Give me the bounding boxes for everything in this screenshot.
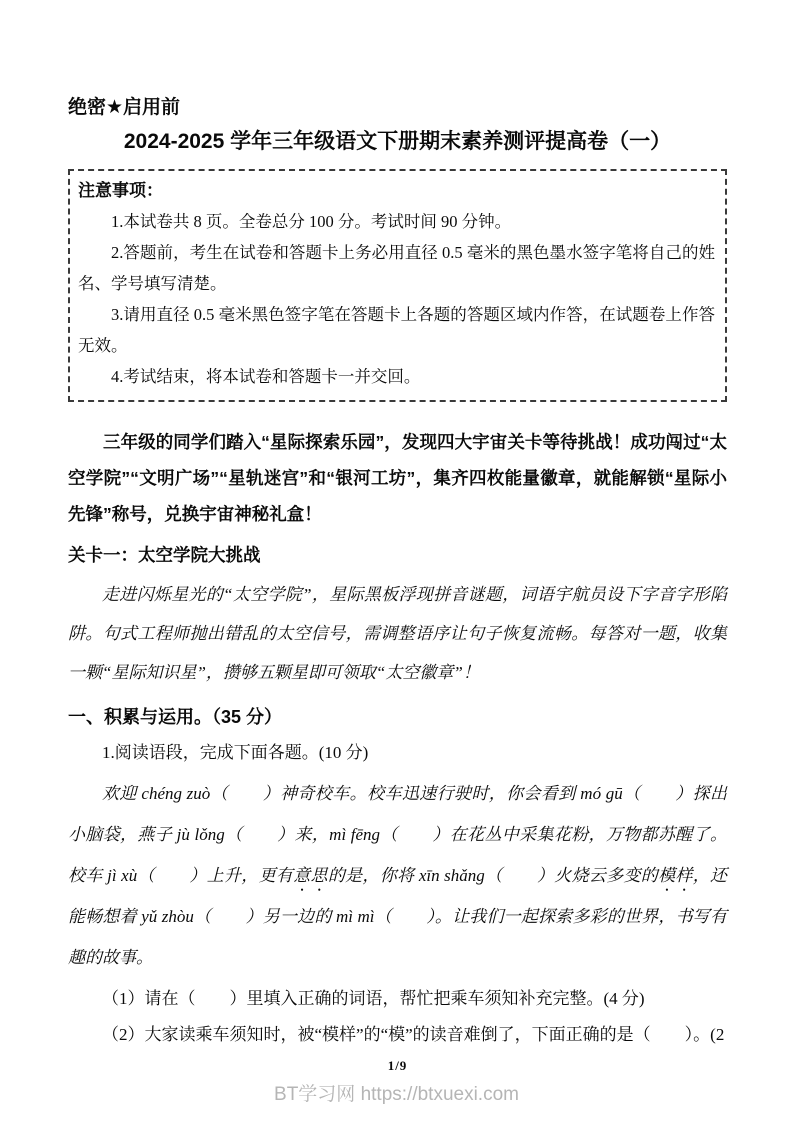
notice-item-4: 4.考试结束，将本试卷和答题卡一并交回。 xyxy=(111,367,421,386)
page-number: 1/9 xyxy=(387,1058,408,1073)
notice-item-1: 1.本试卷共 8 页。全卷总分 100 分。考试时间 90 分钟。 xyxy=(111,212,512,231)
passage-segment-emphasized: 意思 xyxy=(293,866,328,885)
question1-sub1: （1）请在（ ）里填入正确的词语，帮忙把乘车须知补充完整。(4 分) xyxy=(102,989,645,1008)
watermark-footer: BT学习网 https://btxuexi.com xyxy=(274,1084,519,1105)
question1-pinyin-passage xyxy=(68,773,727,978)
question1-stem: 1.阅读语段，完成下面各题。(10 分) xyxy=(102,743,369,762)
notice-item-2: 2.答题前，考生在试卷和答题卡上务必用直径 0.5 毫米的黑色墨水签字笔将自己的姓名、学号填写清楚。 xyxy=(78,243,715,293)
notice-item-3: 3.请用直径 0.5 毫米黑色签字笔在答题卡上各题的答题区域内作答，在试题卷上作答无效。 xyxy=(78,305,715,355)
passage-segment-emphasized: 模样 xyxy=(658,866,693,885)
passage-segment: 欢迎 chéng zuò（ ）神奇校车。校车迅速行驶时，你会看到 mó gū（ ）探出小脑袋，燕子 jù lǒng（ ）来，mì fēng（ ）在花丛中采集花粉，万物都苏醒了。校车 jì xù（ ）上升，更有 xyxy=(68,784,727,885)
section1-heading: 一、积累与运用。（35 分） xyxy=(68,707,283,727)
question1-sub2: （2）大家读乘车须知时，被“模样”的“模”的读音难倒了，下面正确的是（ ）。(2 xyxy=(102,1025,725,1044)
passage-segment: 的是，你将 xīn shǎng（ ）火烧云多变的 xyxy=(327,866,659,885)
page-title: 2024-2025 学年三年级语文下册期末素养测评提高卷（一） xyxy=(123,130,672,153)
secrecy-label: 绝密★启用前 xyxy=(68,97,181,118)
notice-box xyxy=(68,169,727,402)
passage-segment: ，还能畅想着 yǔ zhòu（ ）另一边的 mì mì（ ）。让我们一起探索多彩的世界，书写有趣的故事。 xyxy=(68,866,728,967)
notice-heading: 注意事项： xyxy=(78,181,163,200)
exam-intro-paragraph: 三年级的同学们踏入“星际探索乐园”，发现四大宇宙关卡等待挑战！成功闯过“太空学院”“文明广场”“星轨迷宫”和“银河工坊”，集齐四枚能量徽章，就能解锁“星际小先锋”称号，兑换宇宙神秘礼盒！ xyxy=(68,432,727,524)
level1-heading: 关卡一：太空学院大挑战 xyxy=(68,545,261,565)
level1-description: 走进闪烁星光的“太空学院”，星际黑板浮现拼音谜题，词语宇航员设下字音字形陷阱。句式工程师抛出错乱的太空信号，需调整语序让句子恢复流畅。每答对一题，收集一颗“星际知识星”，攒够五颗星即可领取“太空徽章”！ xyxy=(68,585,727,682)
